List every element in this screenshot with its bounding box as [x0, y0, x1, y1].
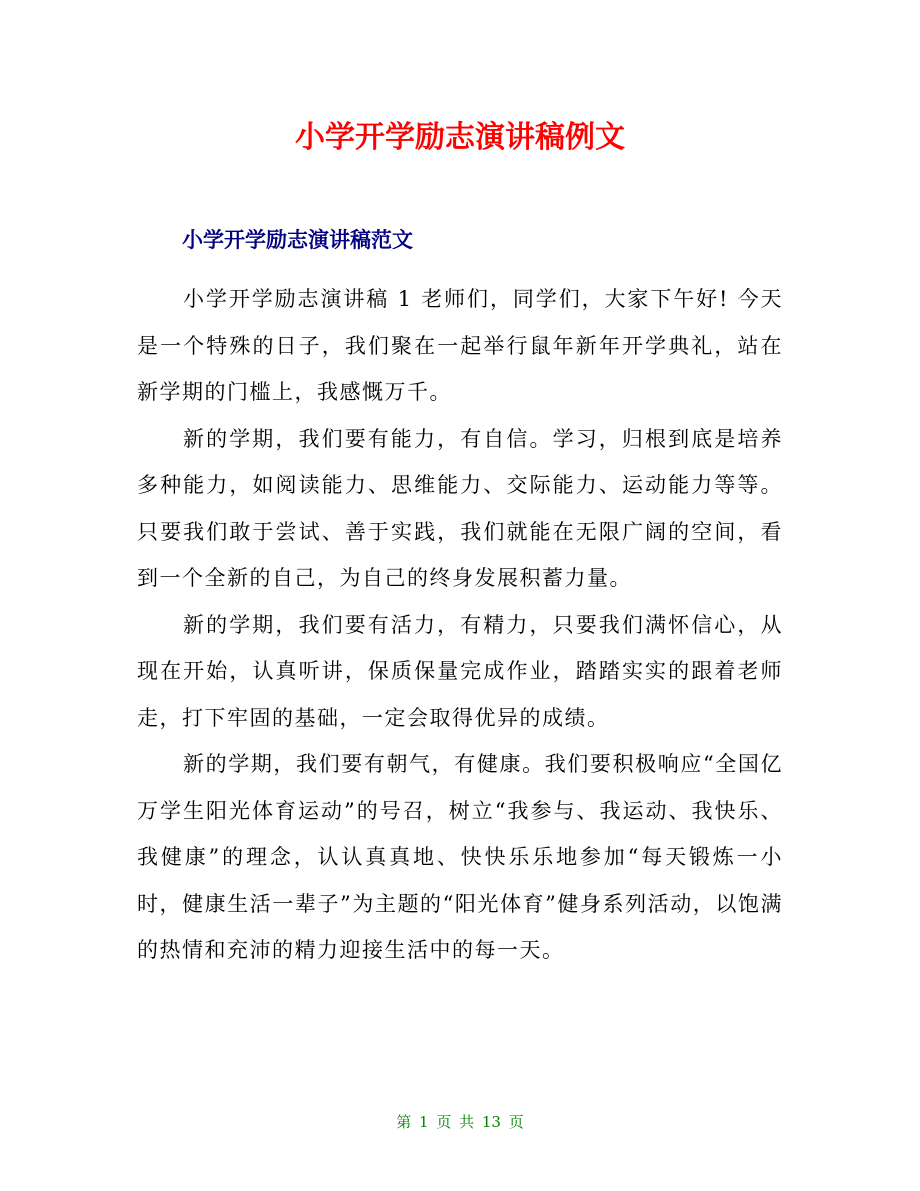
- section-heading: 小学开学励志演讲稿范文: [182, 228, 413, 252]
- page-footer: 第 1 页 共 13 页: [396, 1113, 524, 1131]
- paragraph-4: 新的学期，我们要有朝气，有健康。我们要积极响应“全国亿万学生阳光体育运动”的号召，树立“我参与、我运动、我快乐、我健康”的理念，认认真真地、快快乐乐地参加“每天锻炼一小时，健康生活一辈子”为主题的“阳光体育”健身系列活动，以饱满的热情和充沛的精力迎接生活中的每一天。: [137, 752, 783, 962]
- document-body: [137, 276, 783, 974]
- paragraph-1: 小学开学励志演讲稿 1 老师们，同学们，大家下午好! 今天是一个特殊的日子，我们聚在一起举行鼠年新年开学典礼，站在新学期的门槛上，我感慨万千。: [137, 287, 783, 404]
- paragraph-2: 新的学期，我们要有能力，有自信。学习，归根到底是培养多种能力，如阅读能力、思维能力、交际能力、运动能力等等。只要我们敢于尝试、善于实践，我们就能在无限广阔的空间，看到一个全新的自己，为自己的终身发展积蓄力量。: [137, 426, 783, 590]
- paragraph-3: 新的学期，我们要有活力，有精力，只要我们满怀信心，从现在开始，认真听讲，保质保量完成作业，踏踏实实的跟着老师走，打下牢固的基础，一定会取得优异的成绩。: [137, 612, 783, 730]
- page-title: 小学开学励志演讲稿例文: [295, 120, 625, 155]
